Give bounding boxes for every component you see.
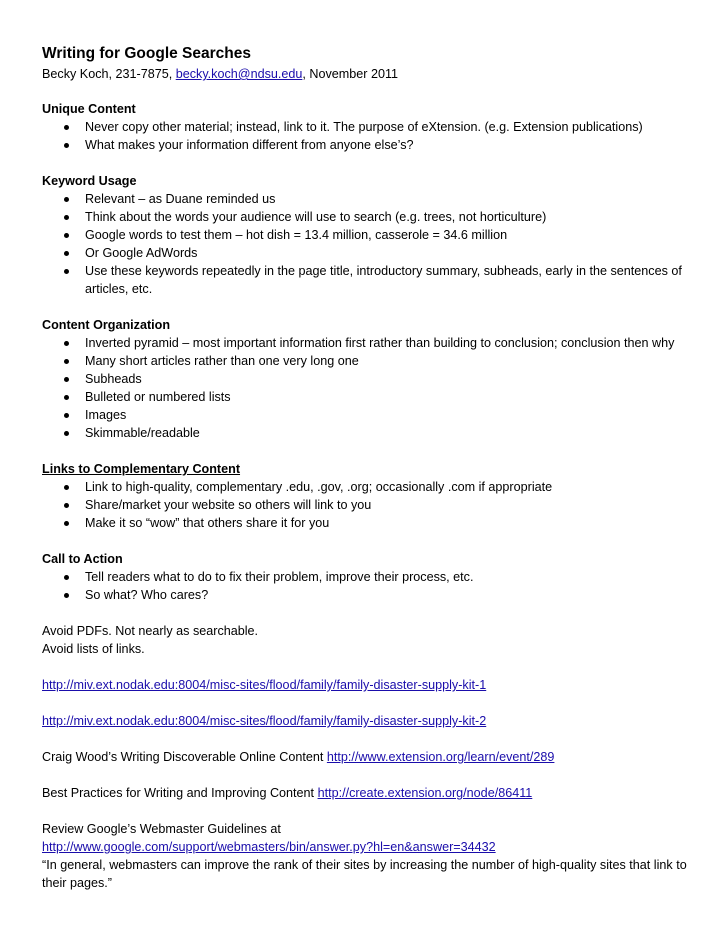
bullet-icon	[64, 233, 69, 238]
list-item: Tell readers what to do to fix their problem, improve their process, etc.	[42, 568, 692, 586]
list-item: Subheads	[42, 370, 692, 388]
list-item: What makes your information different from anyone else’s?	[42, 136, 692, 154]
bullet-icon	[64, 395, 69, 400]
byline-date: , November 2011	[302, 67, 399, 81]
avoid-lists-text: Avoid lists of links.	[42, 642, 145, 656]
list-item: Or Google AdWords	[42, 244, 692, 262]
list-item: Think about the words your audience will use to search (e.g. trees, not horticulture)	[42, 208, 692, 226]
list-item: Relevant – as Duane reminded us	[42, 190, 692, 208]
bullet-list	[42, 118, 692, 154]
bullet-icon	[64, 413, 69, 418]
bullet-icon	[64, 521, 69, 526]
bullet-icon	[64, 251, 69, 256]
bullet-list	[42, 334, 692, 442]
bullet-list	[42, 190, 692, 298]
list-item: So what? Who cares?	[42, 586, 692, 604]
document-title: Writing for Google Searches	[42, 45, 252, 62]
avoid-notes	[42, 622, 692, 658]
list-item: Make it so “wow” that others share it for you	[42, 514, 692, 532]
list-item: Images	[42, 406, 692, 424]
section-unique-content	[42, 100, 692, 154]
list-item: Many short articles rather than one very long one	[42, 352, 692, 370]
section-links-complementary	[42, 460, 692, 532]
bullet-icon	[64, 485, 69, 490]
list-item: Share/market your website so others will link to you	[42, 496, 692, 514]
section-content-organization	[42, 316, 692, 442]
list-item: Never copy other material; instead, link to it. The purpose of eXtension. (e.g. Extension publications)	[42, 118, 692, 136]
google-guidelines-text: Review Google’s Webmaster Guidelines at	[42, 822, 281, 836]
document-page	[42, 44, 692, 892]
disaster-kit-2-link[interactable]: http://miv.ext.nodak.edu:8004/misc-sites/flood/family/family-disaster-supply-kit-2	[42, 714, 487, 728]
best-practices-link[interactable]: http://create.extension.org/node/86411	[317, 786, 533, 800]
byline	[42, 65, 692, 83]
google-guidelines-link[interactable]: http://www.google.com/support/webmasters/bin/answer.py?hl=en&answer=34432	[42, 840, 496, 854]
section-heading: Content Organization	[42, 318, 171, 332]
link-paragraph	[42, 712, 692, 730]
bullet-icon	[64, 143, 69, 148]
bullet-icon	[64, 575, 69, 580]
bullet-icon	[64, 125, 69, 130]
list-item: Inverted pyramid – most important information first rather than building to conclusion; conclusion then why	[42, 334, 692, 352]
section-keyword-usage	[42, 172, 692, 298]
craig-wood-link[interactable]: http://www.extension.org/learn/event/289	[326, 750, 555, 764]
google-guidelines-reference	[42, 820, 692, 892]
section-heading: Links to Complementary Content	[42, 462, 241, 476]
google-quote: “In general, webmasters can improve the rank of their sites by increasing the number of high-quality sites that link to their pages.”	[42, 858, 687, 890]
list-item: Use these keywords repeatedly in the page title, introductory summary, subheads, early in the sentences of articles, etc.	[42, 262, 692, 298]
section-call-to-action	[42, 550, 692, 604]
list-item: Bulleted or numbered lists	[42, 388, 692, 406]
bullet-icon	[64, 197, 69, 202]
list-item: Link to high-quality, complementary .edu, .gov, .org; occasionally .com if appropriate	[42, 478, 692, 496]
bullet-icon	[64, 269, 69, 274]
bullet-icon	[64, 431, 69, 436]
author-email-link[interactable]: becky.koch@ndsu.edu	[175, 67, 303, 81]
link-paragraph	[42, 676, 692, 694]
best-practices-reference: Best Practices for Writing and Improving Content http://create.extension.org/node/86411	[42, 786, 533, 800]
bullet-icon	[64, 341, 69, 346]
section-heading: Call to Action	[42, 552, 123, 566]
section-heading: Keyword Usage	[42, 174, 137, 188]
bullet-icon	[64, 377, 69, 382]
bullet-list	[42, 568, 692, 604]
bullet-icon	[64, 503, 69, 508]
disaster-kit-1-link[interactable]: http://miv.ext.nodak.edu:8004/misc-sites/flood/family/family-disaster-supply-kit-1	[42, 678, 487, 692]
section-heading: Unique Content	[42, 102, 136, 116]
list-item: Google words to test them – hot dish = 13.4 million, casserole = 34.6 million	[42, 226, 692, 244]
bullet-icon	[64, 215, 69, 220]
bullet-icon	[64, 359, 69, 364]
byline-author: Becky Koch, 231-7875,	[42, 67, 176, 81]
craig-wood-reference: Craig Wood’s Writing Discoverable Online Content http://www.extension.org/learn/event/289	[42, 750, 555, 764]
bullet-list	[42, 478, 692, 532]
avoid-pdfs-text: Avoid PDFs. Not nearly as searchable.	[42, 624, 259, 638]
list-item: Skimmable/readable	[42, 424, 692, 442]
bullet-icon	[64, 593, 69, 598]
